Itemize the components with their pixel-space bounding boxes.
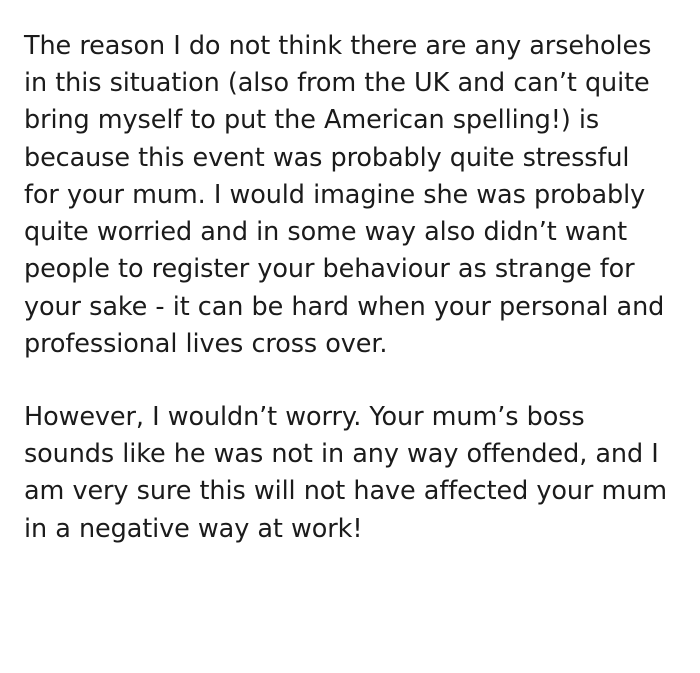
- paragraph-1: The reason I do not think there are any arseholes in this situation (also from the UK and can’t quite bring myself to put the American spelling!) is because this event was probably quite stressful for your mum. I would imagine she was probably quite worried and in some way also didn’t want people to register your behaviour as strange for your sake - it can be hard when your personal and professional lives cross over.: [24, 31, 665, 359]
- comment-text-block: [24, 28, 670, 548]
- paragraph-2: However, I wouldn’t worry. Your mum’s boss sounds like he was not in any way offended, and I am very sure this will not have affected your mum in a negative way at work!: [24, 401, 668, 544]
